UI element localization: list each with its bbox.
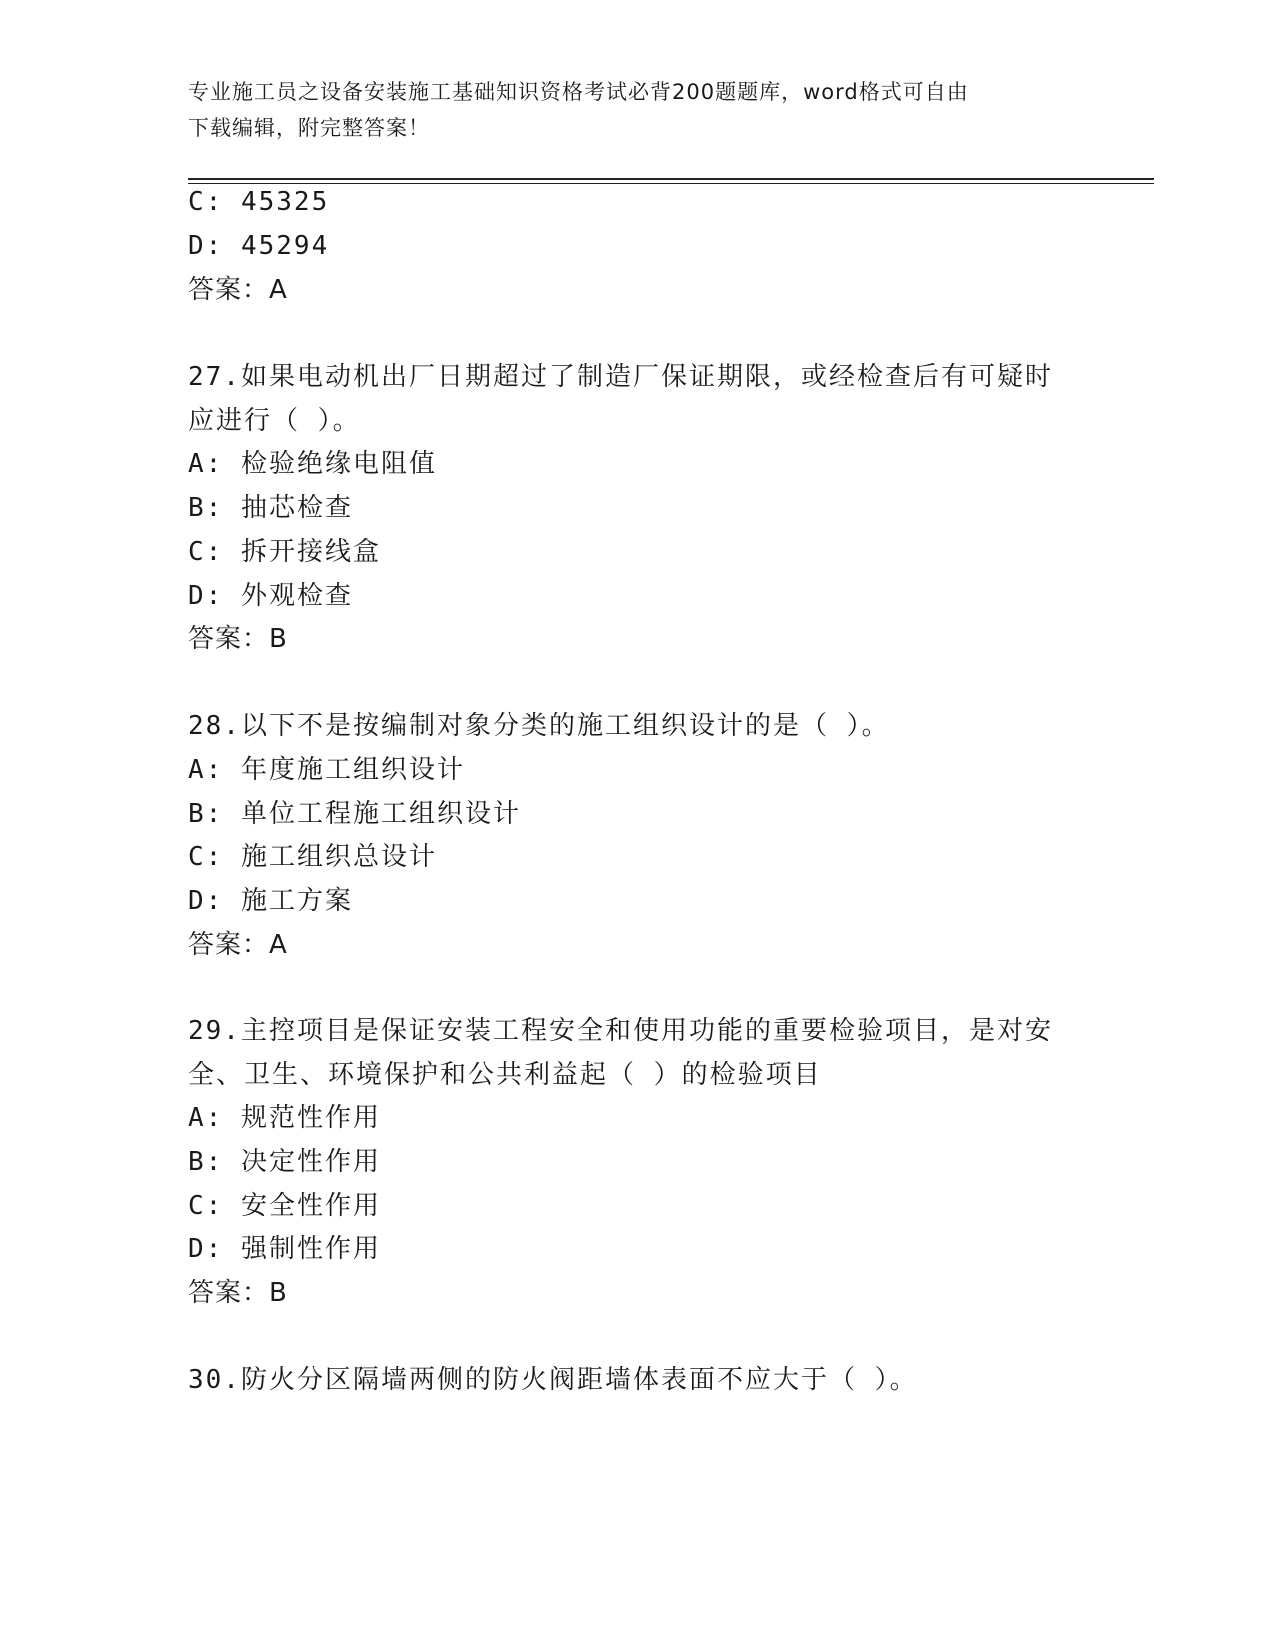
- question-27-option-b: B: 抽芯检查: [188, 493, 353, 523]
- question-28-option-b: B: 单位工程施工组织设计: [188, 799, 521, 829]
- question-27-stem-line-1: 27.如果电动机出厂日期超过了制造厂保证期限，或经检查后有可疑时: [188, 362, 1053, 392]
- question-27-option-c: C: 拆开接线盒: [188, 537, 381, 567]
- question-29-answer: 答案：B: [188, 1278, 288, 1308]
- question-27-stem-line-2: 应进行（ ）。: [188, 406, 361, 436]
- question-27-answer: 答案：B: [188, 624, 288, 654]
- question-28-option-a: A: 年度施工组织设计: [188, 755, 465, 785]
- question-29-stem-line-2: 全、卫生、环境保护和公共利益起（ ）的检验项目: [188, 1060, 822, 1090]
- question-29-option-c: C: 安全性作用: [188, 1191, 381, 1221]
- question-29-option-d: D: 强制性作用: [188, 1234, 381, 1264]
- question-29-option-b: B: 决定性作用: [188, 1147, 381, 1177]
- prev-question-answer: 答案：A: [188, 275, 288, 305]
- question-28-answer: 答案：A: [188, 930, 288, 960]
- prev-question-option-c: C: 45325: [188, 187, 330, 217]
- header-title-line-2: 下载编辑，附完整答案！: [188, 116, 430, 140]
- prev-question-option-d: D: 45294: [188, 231, 330, 261]
- question-29-option-a: A: 规范性作用: [188, 1103, 381, 1133]
- header-title-line-1: 专业施工员之设备安装施工基础知识资格考试必背200题题库，word格式可自由: [188, 80, 969, 104]
- header-divider-thin: [188, 183, 1154, 184]
- question-30-stem-line-1: 30.防火分区隔墙两侧的防火阀距墙体表面不应大于（ ）。: [188, 1365, 918, 1395]
- question-28-option-d: D: 施工方案: [188, 886, 353, 916]
- question-27-option-a: A: 检验绝缘电阻值: [188, 449, 437, 479]
- question-29-stem-line-1: 29.主控项目是保证安装工程安全和使用功能的重要检验项目，是对安: [188, 1016, 1053, 1046]
- question-28-stem-line-1: 28.以下不是按编制对象分类的施工组织设计的是（ ）。: [188, 711, 890, 741]
- question-28-option-c: C: 施工组织总设计: [188, 842, 437, 872]
- document-header: [188, 74, 1088, 146]
- header-divider-thick: [188, 178, 1154, 180]
- question-27-option-d: D: 外观检查: [188, 581, 353, 611]
